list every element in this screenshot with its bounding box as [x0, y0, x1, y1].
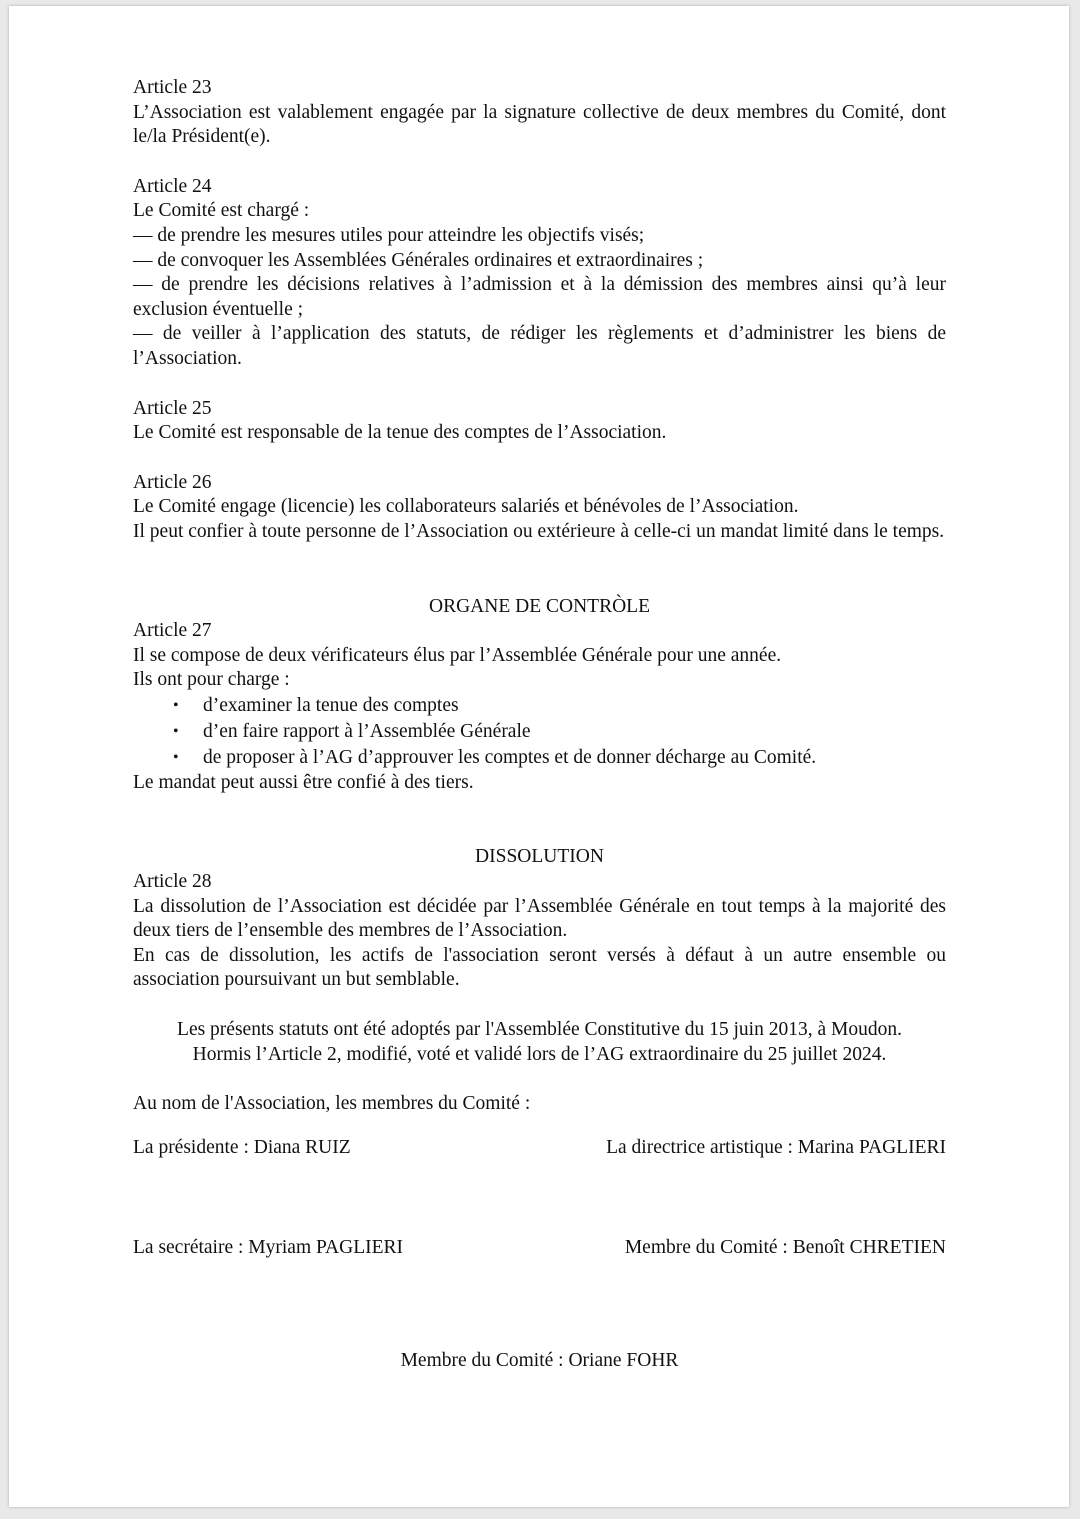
list-item-text: de proposer à l’AG d’approuver les comptes et de donner décharge au Comité. — [203, 746, 817, 768]
adoption-line: Les présents statuts ont été adoptés par l'Assemblée Constitutive du 15 juin 2013, à Moudon. — [177, 1019, 902, 1041]
list-item-text: d’en faire rapport à l’Assemblée Générale — [203, 720, 531, 742]
article-title: Article 26 — [133, 471, 212, 493]
article-title: Article 28 — [133, 871, 212, 893]
article-text: Le Comité engage (licencie) les collaborateurs salariés et bénévoles de l’Association. — [133, 496, 799, 518]
bullet-icon: • — [173, 722, 179, 740]
bullet-icon: • — [173, 696, 179, 714]
article-text: L’Association est valablement engagée par la signature collective de deux membres du Comité, dont le/la Président(e). — [133, 101, 946, 148]
list-item-text: d’examiner la tenue des comptes — [203, 694, 459, 716]
bullet-icon: • — [173, 748, 179, 766]
article-text: La dissolution de l’Association est décidée par l’Assemblée Générale en tout temps à la majorité des deux tiers de l’ensemble des membres de l’Association. — [133, 895, 946, 942]
list-item: — de convoquer les Assemblées Générales ordinaires et extraordinaires ; — [133, 249, 704, 271]
signature-secretary: La secrétaire : Myriam PAGLIERI — [133, 1236, 404, 1258]
document-page — [9, 6, 1069, 1507]
article-text: Il peut confier à toute personne de l’Association ou extérieure à celle-ci un mandat limité dans le temps. — [133, 520, 945, 542]
signature-row — [133, 1236, 946, 1261]
signatures-intro: Au nom de l'Association, les membres du Comité : — [133, 1093, 531, 1115]
article-title: Article 25 — [133, 397, 212, 419]
adoption-statement — [133, 1018, 946, 1067]
list-item: — de prendre les décisions relatives à l’admission et à la démission des membres ainsi qu’à leur exclusion éventuelle ; — [133, 274, 946, 320]
signature-president: La présidente : Diana RUIZ — [133, 1137, 351, 1159]
article-text: Il se compose de deux vérificateurs élus par l’Assemblée Générale pour une année. — [133, 644, 782, 666]
article-23 — [133, 76, 946, 150]
article-text: En cas de dissolution, les actifs de l'association seront versés à défaut à un autre ensemble ou association poursuivant un but semblable. — [133, 944, 946, 991]
section-heading-dissolution: DISSOLUTION — [475, 846, 604, 868]
article-title: Article 23 — [133, 77, 212, 98]
article-intro: Le Comité est chargé : — [133, 200, 310, 222]
signature-member: Membre du Comité : Benoît CHRETIEN — [624, 1236, 946, 1258]
article-title: Article 27 — [133, 620, 212, 642]
article-26 — [133, 471, 946, 545]
bullet-list — [133, 693, 946, 771]
document-content — [133, 76, 946, 1373]
list-item: — de veiller à l’application des statuts, de rédiger les règlements et d’administrer les biens de l’Association. — [133, 323, 946, 369]
article-text: Ils ont pour charge : — [133, 669, 290, 691]
article-25 — [133, 397, 946, 446]
section-heading-control: ORGANE DE CONTRÒLE — [429, 595, 650, 617]
article-24 — [133, 175, 946, 372]
list-item — [173, 719, 946, 745]
article-27 — [133, 619, 946, 795]
signature-member: Membre du Comité : Oriane FOHR — [400, 1349, 679, 1371]
article-text: Le mandat peut aussi être confié à des tiers. — [133, 771, 474, 793]
signature-row — [133, 1136, 946, 1161]
list-item: — de prendre les mesures utiles pour atteindre les objectifs visés; — [133, 224, 645, 246]
article-28 — [133, 870, 946, 993]
list-item — [173, 693, 946, 719]
article-title: Article 24 — [133, 175, 212, 197]
list-item — [173, 745, 946, 771]
adoption-line: Hormis l’Article 2, modifié, voté et validé lors de l’AG extraordinaire du 25 juillet 2024. — [192, 1043, 887, 1065]
article-text: Le Comité est responsable de la tenue des comptes de l’Association. — [133, 422, 667, 444]
signature-artistic-director: La directrice artistique : Marina PAGLIERI — [606, 1137, 946, 1159]
